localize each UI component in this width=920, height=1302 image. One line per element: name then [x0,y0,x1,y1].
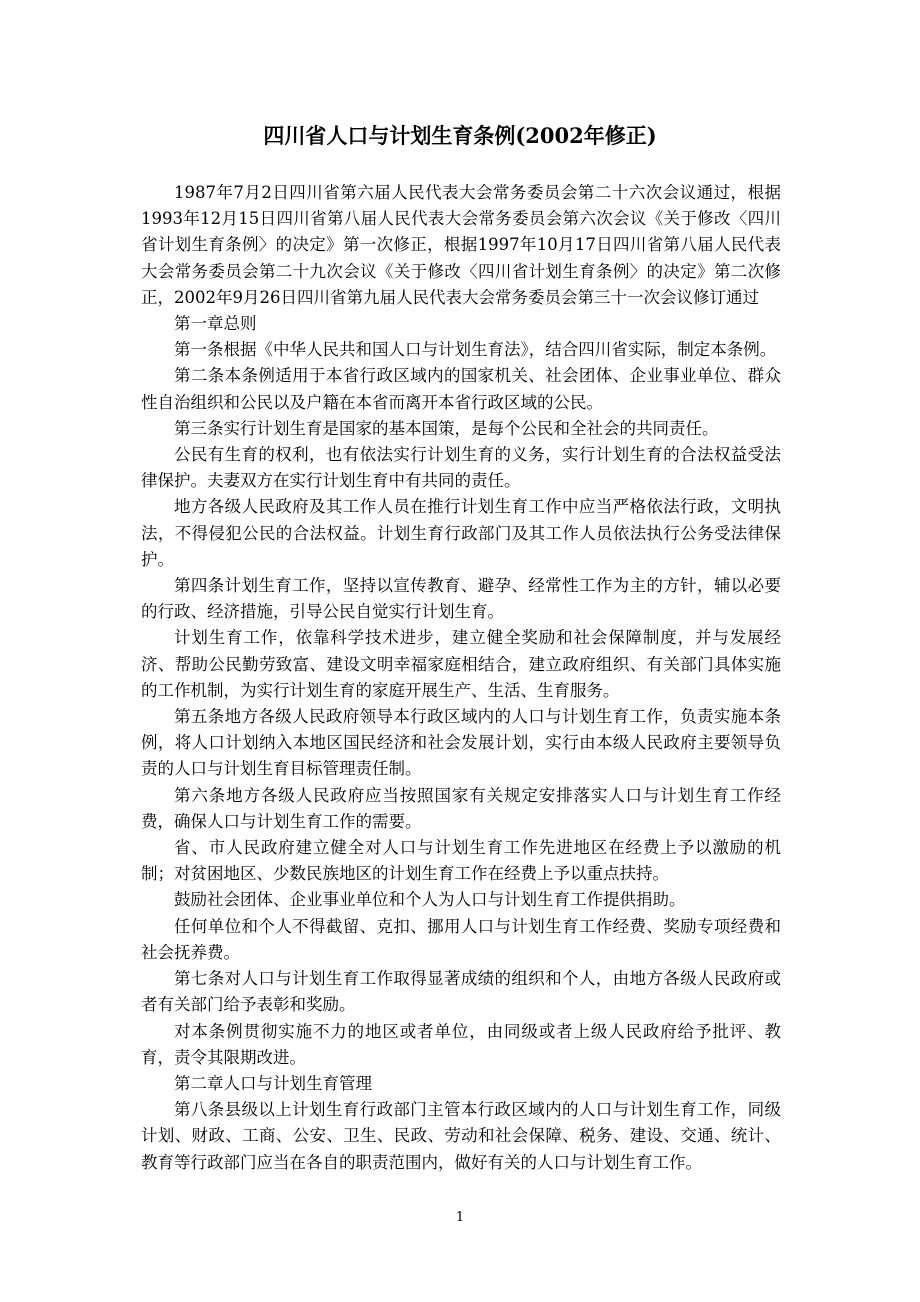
article-paragraph: 第七条对人口与计划生育工作取得显著成绩的组织和个人，由地方各级人民政府或者有关部门给予表彰和奖励。 [141,969,781,1015]
article-paragraph: 第三条实行计划生育是国家的基本国策，是每个公民和全社会的共同责任。 [174,418,719,438]
article-paragraph: 第六条地方各级人民政府应当按照国家有关规定安排落实人口与计划生育工作经费，确保人口与计划生育工作的需要。 [141,785,781,831]
chapter-heading: 第二章人口与计划生育管理 [174,1073,372,1093]
article-paragraph: 第一条根据《中华人民共和国人口与计划生育法》，结合四川省实际，制定本条例。 [174,340,777,360]
article-paragraph: 省、市人民政府建立健全对人口与计划生育工作先进地区在经费上予以激励的机制；对贫困地区、少数民族地区的计划生育工作在经费上予以重点扶持。 [141,838,781,884]
document-body [141,180,781,1176]
article-paragraph: 第四条计划生育工作，坚持以宣传教育、避孕、经常性工作为主的方针，辅以必要的行政、经济措施，引导公民自觉实行计划生育。 [141,576,781,622]
chapter-heading: 第一章总则 [174,314,257,334]
preamble-paragraph: 1987年7月2日四川省第六届人民代表大会常务委员会第二十六次会议通过，根据1993年12月15日四川省第八届人民代表大会常务委员会第六次会议《关于修改〈四川省计划生育条例〉的决定》第一次修正，根据1997年10月17日四川省第八届人民代表大会常务委员会第二十九次会议《关于修改〈四川省计划生育条例〉的决定》第二次修正，2002年9月26日四川省第九届人民代表大会常务委员会第三十一次会议修订通过 [141,183,781,307]
article-paragraph: 第五条地方各级人民政府领导本行政区域内的人口与计划生育工作，负责实施本条例，将人口计划纳入本地区国民经济和社会发展计划，实行由本级人民政府主要领导负责的人口与计划生育目标管理责任制。 [141,707,781,779]
article-paragraph: 地方各级人民政府及其工作人员在推行计划生育工作中应当严格依法行政，文明执法，不得侵犯公民的合法权益。计划生育行政部门及其工作人员依法执行公务受法律保护。 [141,497,781,569]
article-paragraph: 第二条本条例适用于本省行政区域内的国家机关、社会团体、企业事业单位、群众性自治组织和公民以及户籍在本省而离开本省行政区域的公民。 [141,366,781,412]
article-paragraph: 对本条例贯彻实施不力的地区或者单位，由同级或者上级人民政府给予批评、教育，责令其限期改进。 [141,1021,781,1067]
article-paragraph: 任何单位和个人不得截留、克扣、挪用人口与计划生育工作经费、奖励专项经费和社会抚养费。 [141,916,781,962]
page-number: 1 [455,1210,465,1225]
document-title: 四川省人口与计划生育条例(2002年修正) [263,123,657,148]
article-paragraph: 计划生育工作，依靠科学技术进步，建立健全奖励和社会保障制度，并与发展经济、帮助公民勤劳致富、建设文明幸福家庭相结合，建立政府组织、有关部门具体实施的工作机制，为实行计划生育的家庭开展生产、生活、生育服务。 [141,628,781,700]
article-paragraph: 第八条县级以上计划生育行政部门主管本行政区域内的人口与计划生育工作，同级计划、财政、工商、公安、卫生、民政、劳动和社会保障、税务、建设、交通、统计、教育等行政部门应当在各自的职责范围内，做好有关的人口与计划生育工作。 [141,1100,781,1172]
article-paragraph: 鼓励社会团体、企业事业单位和个人为人口与计划生育工作提供捐助。 [174,890,686,910]
article-paragraph: 公民有生育的权利，也有依法实行计划生育的义务，实行计划生育的合法权益受法律保护。夫妻双方在实行计划生育中有共同的责任。 [141,445,781,491]
